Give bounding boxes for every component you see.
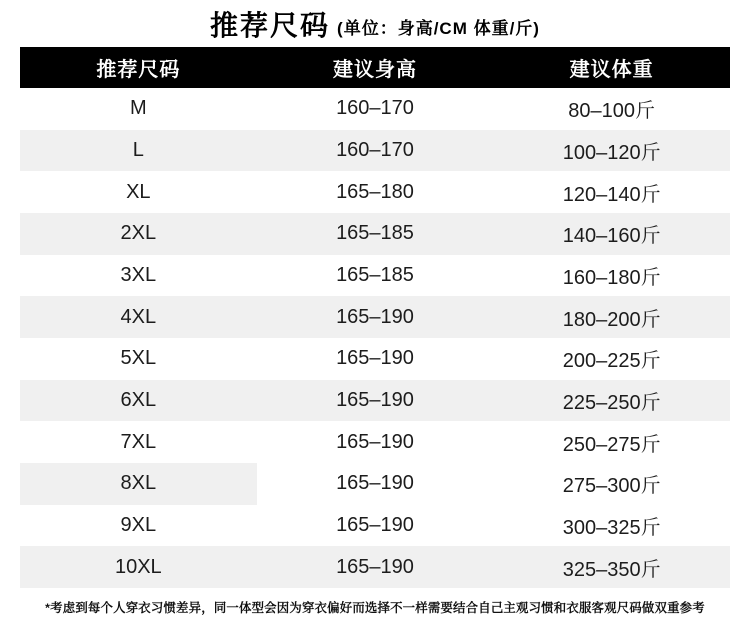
cell-height: 160–170 — [336, 97, 414, 120]
cell-weight: 80–100斤 — [568, 100, 656, 123]
cell-size: 4XL — [120, 305, 157, 328]
page-title — [0, 0, 750, 47]
cell-height: 165–190 — [336, 305, 414, 328]
cell-weight: 200–225斤 — [562, 350, 661, 373]
cell-size: 8XL — [20, 463, 257, 505]
cell-height: 165–185 — [336, 263, 414, 286]
cell-height: 165–190 — [336, 513, 414, 536]
cell-height: 165–190 — [336, 388, 414, 411]
table-header-row — [20, 47, 730, 88]
header-cell-height: 建议身高 — [333, 59, 417, 81]
cell-size: 3XL — [120, 263, 157, 286]
cell-height: 165–190 — [336, 430, 414, 453]
cell-size: 2XL — [120, 222, 157, 245]
table-row-xl — [20, 171, 730, 213]
cell-size: M — [130, 97, 147, 120]
cell-height: 165–185 — [336, 222, 414, 245]
cell-weight: 140–160斤 — [562, 225, 661, 248]
cell-weight: 225–250斤 — [562, 391, 661, 414]
table-row-m — [20, 88, 730, 130]
table-row-9xl — [20, 505, 730, 547]
cell-weight: 120–140斤 — [562, 183, 661, 206]
cell-size: 5XL — [120, 347, 157, 370]
cell-weight: 180–200斤 — [562, 308, 661, 331]
cell-size: 10XL — [114, 555, 162, 578]
cell-size: L — [132, 138, 144, 161]
table-row-8xl — [20, 463, 730, 505]
size-table — [20, 47, 730, 588]
table-row-6xl — [20, 380, 730, 422]
header-cell-size: 推荐尺码 — [96, 59, 181, 81]
table-row-5xl — [20, 338, 730, 380]
page-title-unit-note: (单位：身高/CM 体重/斤) — [337, 18, 540, 38]
page-title-text: 推荐尺码 — [210, 9, 331, 41]
cell-height: 165–190 — [336, 347, 414, 370]
cell-weight: 275–300斤 — [562, 475, 661, 498]
cell-weight: 100–120斤 — [562, 141, 661, 164]
cell-weight: 160–180斤 — [562, 266, 661, 289]
cell-height: 165–190 — [336, 555, 414, 578]
header-cell-weight: 建议体重 — [569, 59, 654, 81]
table-row-4xl — [20, 296, 730, 338]
table-row-3xl — [20, 255, 730, 297]
table-row-7xl — [20, 421, 730, 463]
cell-height: 160–170 — [336, 138, 414, 161]
cell-weight: 250–275斤 — [562, 433, 661, 456]
cell-height: 165–190 — [336, 472, 414, 495]
cell-size: 9XL — [120, 513, 157, 536]
size-chart-footnote: *考虑到每个人穿衣习惯差异，同一体型会因为穿衣偏好而选择不一样需要结合自己主观习惯和衣服客观尺码做双重参考 — [45, 600, 705, 615]
table-row-2xl — [20, 213, 730, 255]
cell-size: 7XL — [120, 430, 157, 453]
cell-size: 6XL — [120, 388, 157, 411]
cell-size: XL — [126, 180, 151, 203]
table-row-l — [20, 130, 730, 172]
cell-weight: 325–350斤 — [562, 558, 661, 581]
cell-weight: 300–325斤 — [562, 516, 661, 539]
table-row-10xl — [20, 546, 730, 588]
cell-height: 165–180 — [336, 180, 414, 203]
